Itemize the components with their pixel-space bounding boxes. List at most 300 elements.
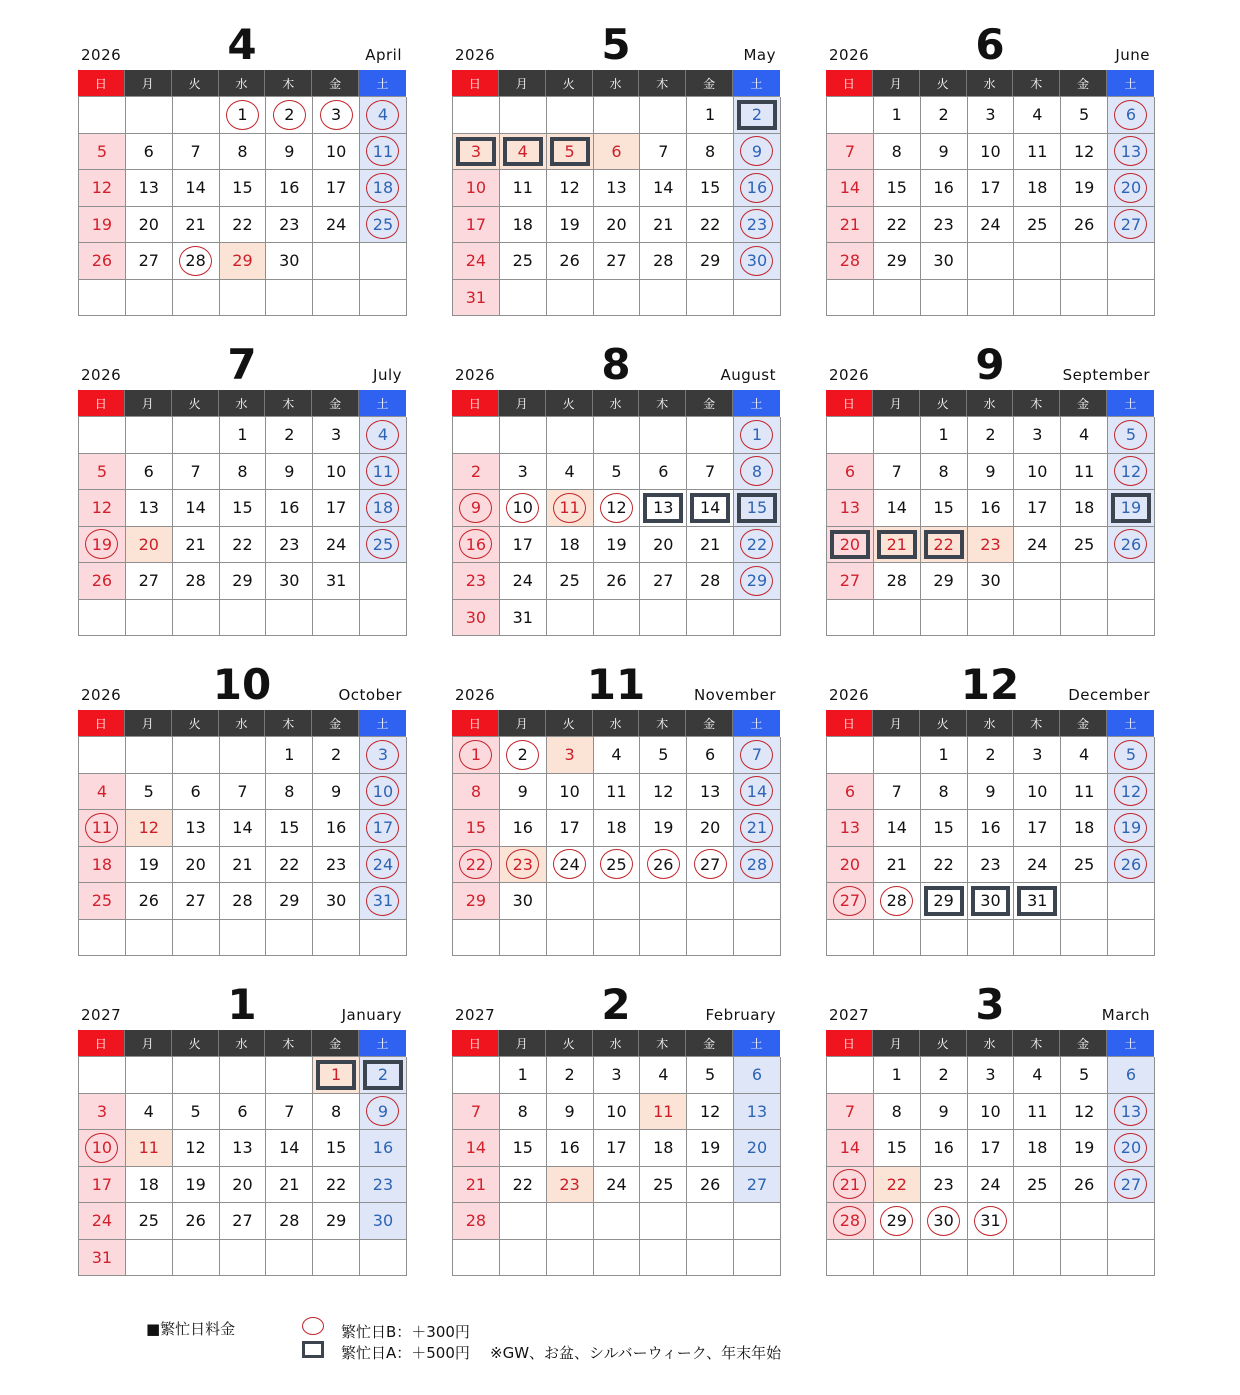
day-cell[interactable] [126,490,173,527]
day-cell[interactable] [734,774,781,811]
day-cell[interactable] [313,527,360,564]
day-cell[interactable] [594,490,641,527]
day-cell[interactable] [500,170,547,207]
day-cell[interactable] [687,1130,734,1167]
day-cell[interactable] [687,490,734,527]
day-cell[interactable] [547,774,594,811]
day-cell[interactable] [594,810,641,847]
day-cell[interactable] [79,1203,126,1240]
day-cell[interactable] [500,563,547,600]
day-cell[interactable] [266,1203,313,1240]
day-cell[interactable] [547,847,594,884]
day-cell[interactable] [126,243,173,280]
day-cell[interactable] [453,1094,500,1131]
day-cell[interactable] [1108,1167,1155,1204]
day-cell[interactable] [1108,454,1155,491]
day-cell[interactable] [1108,847,1155,884]
day-cell[interactable] [360,527,407,564]
day-cell[interactable] [874,490,921,527]
day-cell[interactable] [827,774,874,811]
day-cell[interactable] [968,1094,1015,1131]
day-cell[interactable] [500,490,547,527]
day-cell[interactable] [734,737,781,774]
day-cell[interactable] [734,417,781,454]
day-cell[interactable] [500,810,547,847]
day-cell[interactable] [500,454,547,491]
day-cell[interactable] [126,883,173,920]
day-cell[interactable] [173,810,220,847]
day-cell[interactable] [126,563,173,600]
day-cell[interactable] [360,207,407,244]
day-cell[interactable] [1014,417,1061,454]
day-cell[interactable] [921,1057,968,1094]
day-cell[interactable] [220,810,267,847]
day-cell[interactable] [921,170,968,207]
day-cell[interactable] [1014,883,1061,920]
day-cell[interactable] [266,563,313,600]
day-cell[interactable] [173,1094,220,1131]
day-cell[interactable] [453,1203,500,1240]
day-cell[interactable] [360,1130,407,1167]
day-cell[interactable] [921,97,968,134]
day-cell[interactable] [827,1167,874,1204]
day-cell[interactable] [173,207,220,244]
day-cell[interactable] [360,170,407,207]
day-cell[interactable] [874,243,921,280]
day-cell[interactable] [453,1130,500,1167]
day-cell[interactable] [1061,134,1108,171]
day-cell[interactable] [921,737,968,774]
day-cell[interactable] [1014,97,1061,134]
day-cell[interactable] [220,527,267,564]
day-cell[interactable] [266,417,313,454]
day-cell[interactable] [1014,454,1061,491]
day-cell[interactable] [500,774,547,811]
day-cell[interactable] [1014,774,1061,811]
day-cell[interactable] [500,847,547,884]
day-cell[interactable] [594,774,641,811]
day-cell[interactable] [594,563,641,600]
day-cell[interactable] [220,454,267,491]
day-cell[interactable] [687,737,734,774]
day-cell[interactable] [266,454,313,491]
day-cell[interactable] [874,1094,921,1131]
day-cell[interactable] [79,170,126,207]
day-cell[interactable] [640,563,687,600]
day-cell[interactable] [266,810,313,847]
day-cell[interactable] [220,170,267,207]
day-cell[interactable] [173,1167,220,1204]
day-cell[interactable] [313,97,360,134]
day-cell[interactable] [921,810,968,847]
day-cell[interactable] [547,737,594,774]
day-cell[interactable] [266,490,313,527]
day-cell[interactable] [594,847,641,884]
day-cell[interactable] [360,417,407,454]
day-cell[interactable] [266,1130,313,1167]
day-cell[interactable] [500,600,547,637]
day-cell[interactable] [640,134,687,171]
day-cell[interactable] [500,883,547,920]
day-cell[interactable] [968,1167,1015,1204]
day-cell[interactable] [453,883,500,920]
day-cell[interactable] [687,847,734,884]
day-cell[interactable] [640,1094,687,1131]
day-cell[interactable] [1108,774,1155,811]
day-cell[interactable] [734,563,781,600]
day-cell[interactable] [921,243,968,280]
day-cell[interactable] [173,490,220,527]
day-cell[interactable] [1014,134,1061,171]
day-cell[interactable] [453,170,500,207]
day-cell[interactable] [79,847,126,884]
day-cell[interactable] [1061,1167,1108,1204]
day-cell[interactable] [547,490,594,527]
day-cell[interactable] [921,134,968,171]
day-cell[interactable] [547,243,594,280]
day-cell[interactable] [126,1167,173,1204]
day-cell[interactable] [1061,454,1108,491]
day-cell[interactable] [734,134,781,171]
day-cell[interactable] [734,170,781,207]
day-cell[interactable] [547,527,594,564]
day-cell[interactable] [874,1167,921,1204]
day-cell[interactable] [921,774,968,811]
day-cell[interactable] [827,490,874,527]
day-cell[interactable] [500,243,547,280]
day-cell[interactable] [220,1167,267,1204]
day-cell[interactable] [313,417,360,454]
day-cell[interactable] [126,527,173,564]
day-cell[interactable] [1014,1167,1061,1204]
day-cell[interactable] [313,490,360,527]
day-cell[interactable] [313,1094,360,1131]
day-cell[interactable] [126,1130,173,1167]
day-cell[interactable] [220,490,267,527]
day-cell[interactable] [687,97,734,134]
day-cell[interactable] [126,134,173,171]
day-cell[interactable] [968,207,1015,244]
day-cell[interactable] [79,883,126,920]
day-cell[interactable] [126,810,173,847]
day-cell[interactable] [313,1130,360,1167]
day-cell[interactable] [1061,1094,1108,1131]
day-cell[interactable] [921,563,968,600]
day-cell[interactable] [547,1094,594,1131]
day-cell[interactable] [874,134,921,171]
day-cell[interactable] [500,1130,547,1167]
day-cell[interactable] [1108,1130,1155,1167]
day-cell[interactable] [1108,417,1155,454]
day-cell[interactable] [968,454,1015,491]
day-cell[interactable] [874,97,921,134]
day-cell[interactable] [640,737,687,774]
day-cell[interactable] [500,1057,547,1094]
day-cell[interactable] [453,527,500,564]
day-cell[interactable] [453,207,500,244]
day-cell[interactable] [1108,170,1155,207]
day-cell[interactable] [921,847,968,884]
day-cell[interactable] [500,1094,547,1131]
day-cell[interactable] [173,527,220,564]
day-cell[interactable] [1061,417,1108,454]
day-cell[interactable] [968,1203,1015,1240]
day-cell[interactable] [360,774,407,811]
day-cell[interactable] [173,454,220,491]
day-cell[interactable] [126,1203,173,1240]
day-cell[interactable] [547,563,594,600]
day-cell[interactable] [874,454,921,491]
day-cell[interactable] [313,883,360,920]
day-cell[interactable] [220,97,267,134]
day-cell[interactable] [1108,1094,1155,1131]
day-cell[interactable] [968,774,1015,811]
day-cell[interactable] [313,563,360,600]
day-cell[interactable] [1014,1057,1061,1094]
day-cell[interactable] [827,810,874,847]
day-cell[interactable] [360,1057,407,1094]
day-cell[interactable] [360,847,407,884]
day-cell[interactable] [173,563,220,600]
day-cell[interactable] [266,97,313,134]
day-cell[interactable] [1014,490,1061,527]
day-cell[interactable] [220,563,267,600]
day-cell[interactable] [79,1240,126,1277]
day-cell[interactable] [921,490,968,527]
day-cell[interactable] [453,243,500,280]
day-cell[interactable] [734,207,781,244]
day-cell[interactable] [79,563,126,600]
day-cell[interactable] [220,1130,267,1167]
day-cell[interactable] [453,454,500,491]
day-cell[interactable] [594,170,641,207]
day-cell[interactable] [968,417,1015,454]
day-cell[interactable] [1014,1130,1061,1167]
day-cell[interactable] [921,417,968,454]
day-cell[interactable] [500,527,547,564]
day-cell[interactable] [1061,490,1108,527]
day-cell[interactable] [594,527,641,564]
day-cell[interactable] [173,243,220,280]
day-cell[interactable] [266,883,313,920]
day-cell[interactable] [687,170,734,207]
day-cell[interactable] [266,527,313,564]
day-cell[interactable] [874,810,921,847]
day-cell[interactable] [313,810,360,847]
day-cell[interactable] [874,527,921,564]
day-cell[interactable] [827,207,874,244]
day-cell[interactable] [1014,207,1061,244]
day-cell[interactable] [874,883,921,920]
day-cell[interactable] [547,207,594,244]
day-cell[interactable] [968,170,1015,207]
day-cell[interactable] [594,134,641,171]
day-cell[interactable] [1014,810,1061,847]
day-cell[interactable] [827,847,874,884]
day-cell[interactable] [687,1057,734,1094]
day-cell[interactable] [874,1057,921,1094]
day-cell[interactable] [313,454,360,491]
day-cell[interactable] [874,1203,921,1240]
day-cell[interactable] [453,134,500,171]
day-cell[interactable] [594,1094,641,1131]
day-cell[interactable] [968,737,1015,774]
day-cell[interactable] [126,170,173,207]
day-cell[interactable] [687,563,734,600]
day-cell[interactable] [734,1094,781,1131]
day-cell[interactable] [126,847,173,884]
day-cell[interactable] [1108,527,1155,564]
day-cell[interactable] [921,1167,968,1204]
day-cell[interactable] [266,243,313,280]
day-cell[interactable] [547,1167,594,1204]
day-cell[interactable] [827,1094,874,1131]
day-cell[interactable] [1061,207,1108,244]
day-cell[interactable] [827,1203,874,1240]
day-cell[interactable] [220,1094,267,1131]
day-cell[interactable] [640,1057,687,1094]
day-cell[interactable] [921,207,968,244]
day-cell[interactable] [968,563,1015,600]
day-cell[interactable] [1061,527,1108,564]
day-cell[interactable] [547,134,594,171]
day-cell[interactable] [313,1057,360,1094]
day-cell[interactable] [1061,97,1108,134]
day-cell[interactable] [827,170,874,207]
day-cell[interactable] [220,847,267,884]
day-cell[interactable] [687,243,734,280]
day-cell[interactable] [874,170,921,207]
day-cell[interactable] [126,207,173,244]
day-cell[interactable] [1061,774,1108,811]
day-cell[interactable] [453,810,500,847]
day-cell[interactable] [921,1130,968,1167]
day-cell[interactable] [1108,134,1155,171]
day-cell[interactable] [827,883,874,920]
day-cell[interactable] [968,810,1015,847]
day-cell[interactable] [360,810,407,847]
day-cell[interactable] [313,134,360,171]
day-cell[interactable] [827,243,874,280]
day-cell[interactable] [594,737,641,774]
day-cell[interactable] [827,1130,874,1167]
day-cell[interactable] [220,774,267,811]
day-cell[interactable] [1108,97,1155,134]
day-cell[interactable] [220,207,267,244]
day-cell[interactable] [173,1130,220,1167]
day-cell[interactable] [968,847,1015,884]
day-cell[interactable] [360,1203,407,1240]
day-cell[interactable] [360,1094,407,1131]
day-cell[interactable] [453,737,500,774]
day-cell[interactable] [220,134,267,171]
day-cell[interactable] [734,810,781,847]
day-cell[interactable] [687,810,734,847]
day-cell[interactable] [79,774,126,811]
day-cell[interactable] [173,847,220,884]
day-cell[interactable] [734,97,781,134]
day-cell[interactable] [79,454,126,491]
day-cell[interactable] [640,1130,687,1167]
day-cell[interactable] [734,454,781,491]
day-cell[interactable] [594,243,641,280]
day-cell[interactable] [173,134,220,171]
day-cell[interactable] [594,1057,641,1094]
day-cell[interactable] [734,847,781,884]
day-cell[interactable] [968,134,1015,171]
day-cell[interactable] [640,243,687,280]
day-cell[interactable] [220,417,267,454]
day-cell[interactable] [453,847,500,884]
day-cell[interactable] [734,490,781,527]
day-cell[interactable] [1108,207,1155,244]
day-cell[interactable] [640,170,687,207]
day-cell[interactable] [313,170,360,207]
day-cell[interactable] [453,280,500,317]
day-cell[interactable] [173,774,220,811]
day-cell[interactable] [687,527,734,564]
day-cell[interactable] [1108,737,1155,774]
day-cell[interactable] [360,490,407,527]
day-cell[interactable] [734,1130,781,1167]
day-cell[interactable] [1061,1057,1108,1094]
day-cell[interactable] [360,737,407,774]
day-cell[interactable] [453,490,500,527]
day-cell[interactable] [1061,737,1108,774]
day-cell[interactable] [968,883,1015,920]
day-cell[interactable] [313,774,360,811]
day-cell[interactable] [921,1094,968,1131]
day-cell[interactable] [79,207,126,244]
day-cell[interactable] [547,170,594,207]
day-cell[interactable] [734,1167,781,1204]
day-cell[interactable] [266,134,313,171]
day-cell[interactable] [1061,810,1108,847]
day-cell[interactable] [687,454,734,491]
day-cell[interactable] [173,170,220,207]
day-cell[interactable] [126,454,173,491]
day-cell[interactable] [79,1094,126,1131]
day-cell[interactable] [266,207,313,244]
day-cell[interactable] [79,134,126,171]
day-cell[interactable] [687,1094,734,1131]
day-cell[interactable] [266,847,313,884]
day-cell[interactable] [968,527,1015,564]
day-cell[interactable] [500,737,547,774]
day-cell[interactable] [594,1167,641,1204]
day-cell[interactable] [266,737,313,774]
day-cell[interactable] [313,847,360,884]
day-cell[interactable] [921,527,968,564]
day-cell[interactable] [453,600,500,637]
day-cell[interactable] [640,847,687,884]
day-cell[interactable] [126,1094,173,1131]
day-cell[interactable] [266,1167,313,1204]
day-cell[interactable] [79,490,126,527]
day-cell[interactable] [640,454,687,491]
day-cell[interactable] [453,563,500,600]
day-cell[interactable] [500,207,547,244]
day-cell[interactable] [874,207,921,244]
day-cell[interactable] [266,1094,313,1131]
day-cell[interactable] [874,563,921,600]
day-cell[interactable] [126,774,173,811]
day-cell[interactable] [453,774,500,811]
day-cell[interactable] [594,454,641,491]
day-cell[interactable] [827,454,874,491]
day-cell[interactable] [827,134,874,171]
day-cell[interactable] [594,1130,641,1167]
